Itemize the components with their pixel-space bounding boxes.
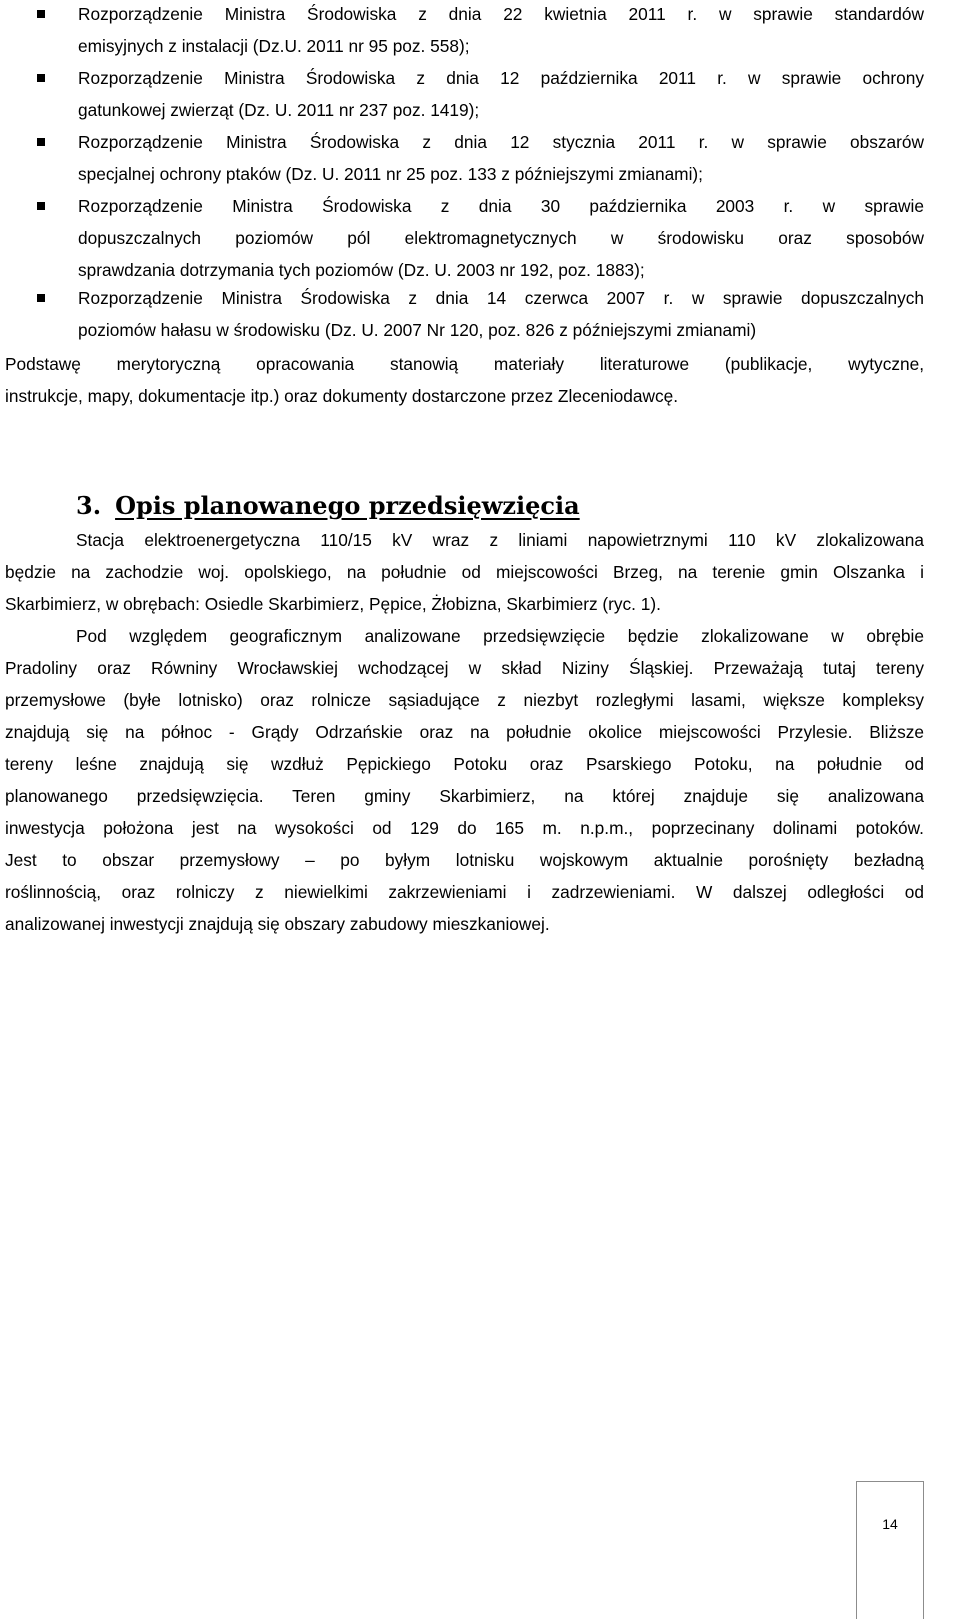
list-item-line: emisyjnych z instalacji (Dz.U. 2011 nr 95 poz. 558); (78, 36, 470, 56)
paragraph-line: analizowanej inwestycji znajdują się obszary zabudowy mieszkaniowej. (5, 914, 550, 934)
paragraph-line: Podstawę merytoryczną opracowania stanowią materiały literaturowe (publikacje, wytyczne, (5, 354, 924, 374)
list-item-line: gatunkowej zwierząt (Dz. U. 2011 nr 237 poz. 1419); (78, 100, 480, 120)
paragraph-line: instrukcje, mapy, dokumentacje itp.) oraz dokumenty dostarczone przez Zleceniodawcę. (5, 386, 679, 406)
list-item-line: Rozporządzenie Ministra Środowiska z dnia 12 października 2011 r. w sprawie ochrony (78, 68, 924, 88)
section-title: Opis planowanego przedsięwzięcia (115, 491, 580, 520)
square-bullet-icon (37, 10, 45, 18)
paragraph-line: Skarbimierz, w obrębach: Osiedle Skarbimierz, Pępice, Żłobizna, Skarbimierz (ryc. 1). (5, 594, 661, 614)
paragraph-line: Pod względem geograficznym analizowane przedsięwzięcie będzie zlokalizowane w obrębie (76, 626, 924, 646)
square-bullet-icon (37, 294, 45, 302)
list-item-line: specjalnej ochrony ptaków (Dz. U. 2011 nr 25 poz. 133 z późniejszymi zmianami); (78, 164, 703, 184)
paragraph-line: tereny leśne znajdują się wzdłuż Pępickiego Potoku oraz Psarskiego Potoku, na południe od (5, 754, 924, 774)
paragraph-line: będzie na zachodzie woj. opolskiego, na południe od miejscowości Brzeg, na terenie gmin Olszanka i (5, 562, 924, 582)
paragraph-line: znajdują się na północ - Grądy Odrzańskie oraz na południe okolice miejscowości Przylesie. Bliższe (5, 722, 924, 742)
list-item-line: Rozporządzenie Ministra Środowiska z dnia 30 października 2003 r. w sprawie (78, 196, 924, 216)
section-heading (76, 490, 580, 522)
paragraph-line: roślinnością, oraz rolniczy z niewielkimi zakrzewieniami i zadrzewieniami. W dalszej odległości od (5, 882, 924, 902)
list-item-line: poziomów hałasu w środowisku (Dz. U. 2007 Nr 120, poz. 826 z późniejszymi zmianami) (78, 320, 757, 340)
list-item-line: Rozporządzenie Ministra Środowiska z dnia 14 czerwca 2007 r. w sprawie dopuszczalnych (78, 288, 924, 308)
list-item-line: dopuszczalnych poziomów pól elektromagnetycznych w środowisku oraz sposobów (78, 228, 924, 248)
page-number: 14 (882, 1516, 898, 1532)
paragraph-line: Stacja elektroenergetyczna 110/15 kV wraz z liniami napowietrznymi 110 kV zlokalizowana (76, 530, 924, 550)
section-number: 3. (76, 491, 102, 520)
square-bullet-icon (37, 138, 45, 146)
paragraph-line: Jest to obszar przemysłowy – po byłym lotnisku wojskowym aktualnie porośnięty bezładną (5, 850, 924, 870)
paragraph-line: przemysłowe (byłe lotnisko) oraz rolnicze sąsiadujące z niezbyt rozległymi lasami, większe kompleksy (5, 690, 924, 710)
paragraph-line: planowanego przedsięwzięcia. Teren gminy Skarbimierz, na której znajduje się analizowana (5, 786, 924, 806)
paragraph-line: Pradoliny oraz Równiny Wrocławskiej wchodzącej w skład Niziny Śląskiej. Przeważają tutaj tereny (5, 658, 924, 678)
paragraph-line: inwestycja położona jest na wysokości od 129 do 165 m. n.p.m., poprzecinany dolinami potoków. (5, 818, 924, 838)
list-item-line: sprawdzania dotrzymania tych poziomów (Dz. U. 2003 nr 192, poz. 1883); (78, 260, 645, 280)
page-number-box (856, 1481, 924, 1619)
square-bullet-icon (37, 202, 45, 210)
list-item-line: Rozporządzenie Ministra Środowiska z dnia 22 kwietnia 2011 r. w sprawie standardów (78, 4, 924, 24)
square-bullet-icon (37, 74, 45, 82)
list-item-line: Rozporządzenie Ministra Środowiska z dnia 12 stycznia 2011 r. w sprawie obszarów (78, 132, 924, 152)
